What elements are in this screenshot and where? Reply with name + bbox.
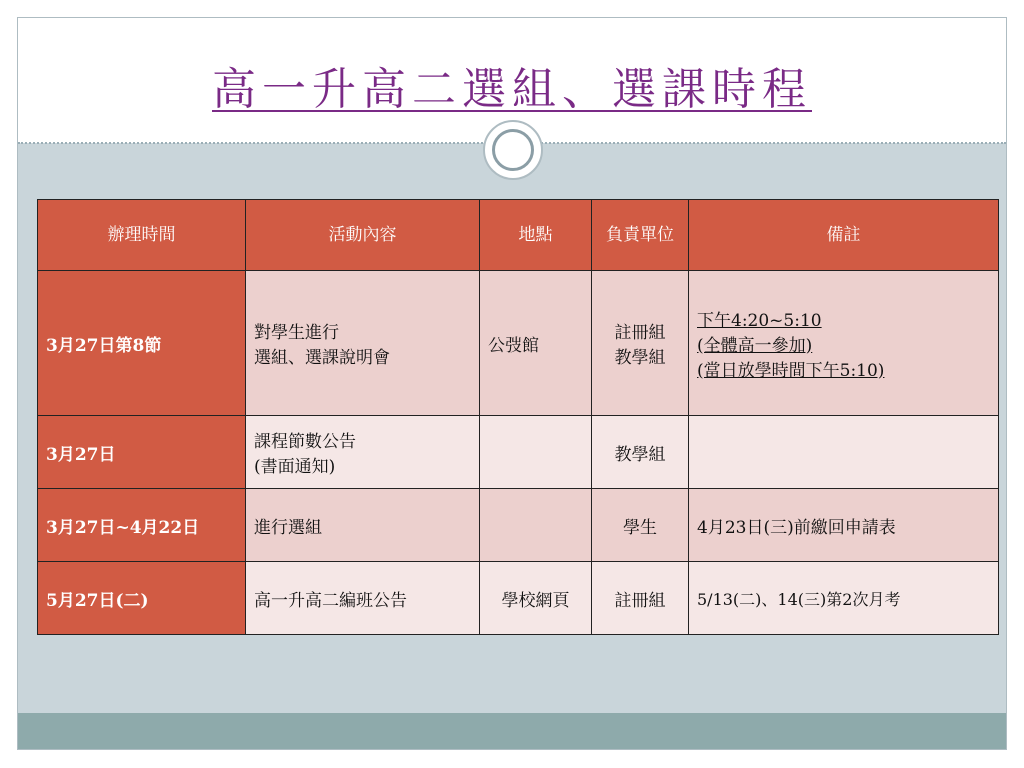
row-unit: 學生: [592, 489, 689, 562]
header-place: 地點: [480, 200, 592, 271]
row-date: 5月27日(二): [38, 562, 246, 635]
note-line: 下午4:20~5:10: [697, 310, 822, 331]
content-line: 對學生進行: [254, 323, 339, 343]
content-line: (書面通知): [254, 457, 336, 477]
row-place: [480, 416, 592, 489]
header-unit: 負責單位: [592, 200, 689, 271]
header-note: 備註: [689, 200, 999, 271]
table-row: [38, 416, 999, 489]
row-date: 3月27日~4月22日: [38, 489, 246, 562]
row-note: [689, 416, 999, 489]
row-note: [689, 271, 999, 416]
row-unit: 教學組: [592, 416, 689, 489]
slide: [17, 17, 1007, 750]
row-date: 3月27日: [38, 416, 246, 489]
bottom-bar: [18, 713, 1006, 749]
row-content: 高一升高二編班公告: [246, 562, 480, 635]
row-content: [246, 416, 480, 489]
row-date: 3月27日第8節: [38, 271, 246, 416]
row-unit: 註冊組: [592, 562, 689, 635]
header-content: 活動內容: [246, 200, 480, 271]
schedule-table: [37, 199, 999, 635]
row-content: [246, 271, 480, 416]
circle-ornament-icon: [483, 120, 543, 180]
note-line: (全體高一參加): [697, 335, 813, 356]
unit-line: 註冊組: [614, 323, 666, 343]
row-place: 公弢館: [480, 271, 592, 416]
content-line: 課程節數公告: [254, 432, 356, 452]
row-note: 5/13(二)、14(三)第2次月考: [689, 562, 999, 635]
table-row: [38, 562, 999, 635]
note-line: (當日放學時間下午5:10): [697, 360, 885, 381]
unit-line: 教學組: [614, 348, 666, 368]
row-unit: [592, 271, 689, 416]
table-row: [38, 271, 999, 416]
content-line: 選組、選課說明會: [254, 348, 390, 368]
slide-title: 高一升高二選組、選課時程: [212, 64, 812, 115]
table-row: [38, 489, 999, 562]
table-header-row: [38, 200, 999, 271]
row-note: 4月23日(三)前繳回申請表: [689, 489, 999, 562]
row-content: 進行選組: [246, 489, 480, 562]
row-place: 學校網頁: [480, 562, 592, 635]
row-place: [480, 489, 592, 562]
header-date: 辦理時間: [38, 200, 246, 271]
